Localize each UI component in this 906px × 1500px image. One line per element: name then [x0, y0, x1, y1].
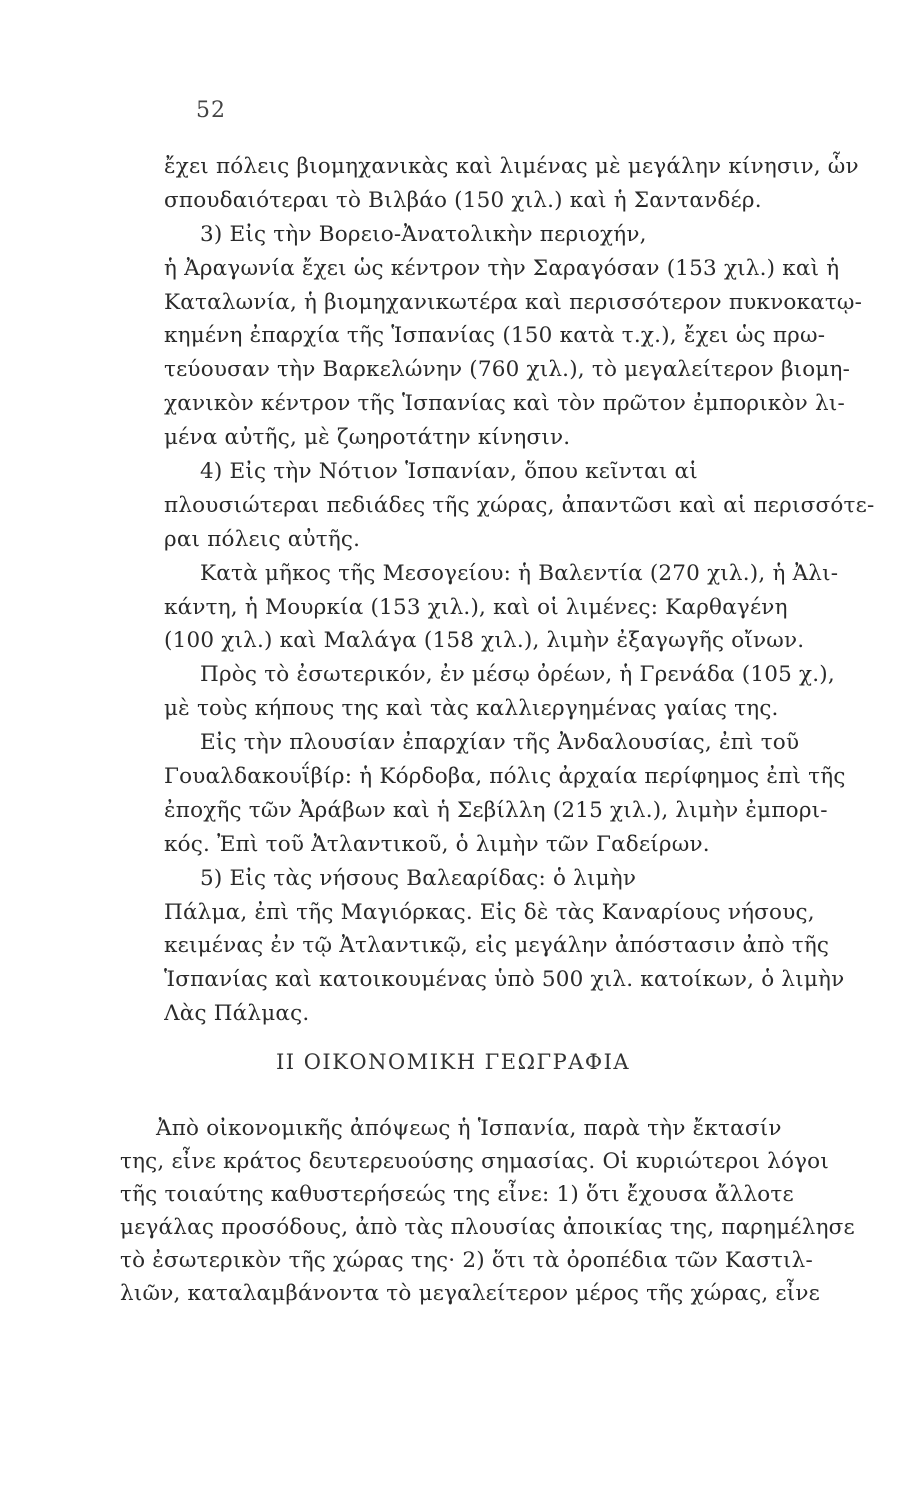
- text-line: τεύουσαν τὴν Βαρκελώνην (760 χιλ.), τὸ μεγαλείτερον βιομη-: [164, 357, 851, 383]
- text-line: ἐποχῆς τῶν Ἀράβων καὶ ἡ Σεβίλλη (215 χιλ.), λιμὴν ἐμπορι-: [164, 797, 828, 823]
- text-line: πλουσιώτεραι πεδιάδες τῆς χώρας, ἀπαντῶσι καὶ αἱ περισσότε-: [164, 492, 875, 518]
- text-line: 4) Εἰς τὴν Νότιον Ἱσπανίαν, ὅπου κεῖνται αἱ: [200, 459, 698, 485]
- section-2-text: [120, 1112, 890, 1310]
- text-line: μὲ τοὺς κήπους της καὶ τὰς καλλιεργημένας γαίας της.: [164, 696, 779, 722]
- text-line: Πάλμα, ἐπὶ τῆς Μαγιόρκας. Εἰς δὲ τὰς Καναρίους νήσους,: [164, 899, 815, 925]
- text-line: κειμένας ἐν τῷ Ἀτλαντικῷ, εἰς μεγάλην ἀπόστασιν ἀπὸ τῆς: [164, 933, 830, 959]
- text-line: κός. Ἐπὶ τοῦ Ἀτλαντικοῦ, ὁ λιμὴν τῶν Γαδείρων.: [164, 831, 710, 857]
- text-line: Πρὸς τὸ ἐσωτερικόν, ἐν μέσῳ ὀρέων, ἡ Γρενάδα (105 χ.),: [200, 662, 835, 688]
- text-line: ἔχει πόλεις βιομηχανικὰς καὶ λιμένας μὲ μεγάλην κίνησιν, ὧν: [164, 154, 859, 179]
- text-line: Ἱσπανίας καὶ κατοικουμένας ὑπὸ 500 χιλ. κατοίκων, ὁ λιμὴν: [164, 967, 845, 993]
- text-line: Καταλωνία, ἡ βιομηχανικωτέρα καὶ περισσότερον πυκνοκατῳ-: [164, 289, 863, 315]
- text-line: σπουδαιότεραι τὸ Βιλβάο (150 χιλ.) καὶ ἡ Σαντανδέρ.: [164, 187, 762, 213]
- text-line: μένα αὐτῆς, μὲ ζωηροτάτην κίνησιν.: [164, 425, 571, 451]
- text-line: χανικὸν κέντρον τῆς Ἱσπανίας καὶ τὸν πρῶτον ἐμπορικὸν λι-: [164, 391, 845, 417]
- text-line: 3) Εἰς τὴν Βορειο-Ἀνατολικὴν περιοχήν,: [200, 221, 647, 247]
- body-text: [164, 150, 880, 1031]
- text-line: ἡ Ἀραγωνία ἔχει ὡς κέντρον τὴν Σαραγόσαν (153 χιλ.) καὶ ἡ: [164, 255, 840, 281]
- text-line: (100 χιλ.) καὶ Μαλάγα (158 χιλ.), λιμὴν ἐξαγωγῆς οἴνων.: [164, 628, 805, 654]
- text-line: Γουαλδακουΐβίρ: ἡ Κόρδοβα, πόλις ἀρχαία περίφημος ἐπὶ τῆς: [164, 764, 846, 790]
- page-number: 52: [196, 98, 226, 123]
- text-line: κημένη ἐπαρχία τῆς Ἱσπανίας (150 κατὰ τ.χ.), ἔχει ὡς πρω-: [164, 323, 826, 349]
- text-line: Εἰς τὴν πλουσίαν ἐπαρχίαν τῆς Ἀνδαλουσίας, ἐπὶ τοῦ: [200, 730, 800, 756]
- text-line: Λὰς Πάλμας.: [164, 1001, 310, 1027]
- text-line: κάντη, ἡ Μουρκία (153 χιλ.), καὶ οἱ λιμένες: Καρθαγένη: [164, 594, 788, 620]
- text-line: τὸ ἐσωτερικὸν τῆς χώρας της· 2) ὅτι τὰ ὀροπέδια τῶν Καστιλ-: [120, 1248, 813, 1273]
- text-line: της, εἶνε κράτος δευτερευούσης σημασίας. Οἱ κυριώτεροι λόγοι: [120, 1149, 829, 1174]
- section-heading: II ΟΙΚΟΝΟΜΙΚΗ ΓΕΩΓΡΑΦΙΑ: [275, 1050, 631, 1074]
- text-line: Ἀπὸ οἰκονομικῆς ἀπόψεως ἡ Ἱσπανία, παρὰ τὴν ἔκτασίν: [156, 1116, 782, 1141]
- text-line: 5) Εἰς τὰς νήσους Βαλεαρίδας: ὁ λιμὴν: [200, 865, 637, 891]
- text-line: μεγάλας προσόδους, ἀπὸ τὰς πλουσίας ἀποικίας της, παρημέλησε: [120, 1215, 855, 1240]
- text-line: τῆς τοιαύτης καθυστερήσεώς της εἶνε: 1) ὅτι ἔχουσα ἄλλοτε: [120, 1182, 794, 1207]
- text-line: λιῶν, καταλαμβάνοντα τὸ μεγαλείτερον μέρος τῆς χώρας, εἶνε: [120, 1281, 820, 1306]
- text-line: ραι πόλεις αὐτῆς.: [164, 526, 361, 552]
- text-line: Κατὰ μῆκος τῆς Μεσογείου: ἡ Βαλεντία (270 χιλ.), ἡ Ἀλι-: [200, 560, 839, 586]
